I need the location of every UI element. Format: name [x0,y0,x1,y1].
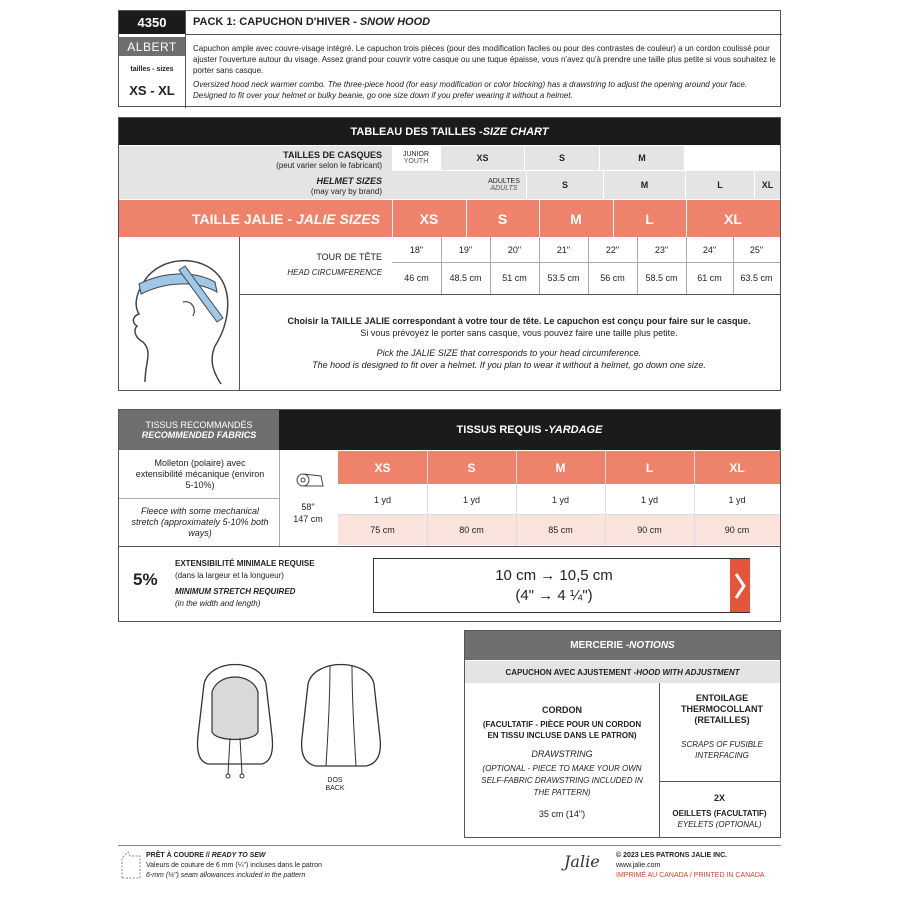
yardage-cm: 90 cm [694,515,780,545]
copyright: © 2023 LES PATRONS JALIE INC. [616,852,728,859]
eyelets-fr: OEILLETS (FACULTATIF) [672,809,767,818]
head-circ-inch: 21" [556,245,571,255]
stretch-imperial: (4" → 4 ¼") [515,587,593,604]
notions-title-en: NOTIONS [629,640,675,651]
yardage-title-en: YARDAGE [548,424,603,436]
adult-size-l: L [686,171,754,199]
sizes-label: tailles - sizes [130,65,174,73]
stretch-arrow [730,559,750,612]
head-circ-cm: 48.5 cm [449,273,482,283]
ready-fr: PRÊT À COUDRE // [146,852,212,859]
adult-size-m: M [604,171,685,199]
head-circ-en: HEAD CIRCUMFERENCE [287,268,382,277]
head-circ-inch: 20" [507,245,522,255]
stretch-label-fr: EXTENSIBILITÉ MINIMALE REQUISE [175,559,315,568]
cord-fr: (FACULTATIF - PIÈCE POUR UN CORDON EN TISSU INCLUSE DANS LE PATRON) [482,720,642,740]
helmet-en-note: (may vary by brand) [310,187,382,196]
header-title [193,16,430,28]
stretch-sub-en: (in the width and length) [175,599,261,608]
jalie-label-fr: TAILLE JALIE - [192,211,296,227]
pattern-piece-icon [120,850,142,880]
head-circ-inch: 24" [702,245,717,255]
yardage-size-header: XL [694,451,780,484]
yardage-yards: 1 yd [728,495,746,505]
yardage-title-fr: TISSUS REQUIS - [456,424,549,436]
head-circ-cm: 46 cm [404,273,429,283]
stretch-sub-fr: (dans la largeur et la longueur) [175,571,284,580]
junior-size-s: S [525,146,599,170]
jalie-size-s: S [497,210,508,227]
title-en: SNOW HOOD [359,16,431,28]
notions-box [464,630,781,838]
cord-en-title: DRAWSTRING [531,749,593,759]
junior-label [392,146,440,170]
head-circ-inch: 19" [458,245,473,255]
header-box [118,10,781,107]
yardage-yards: 1 yd [551,495,569,505]
adult-en: ADULTS [490,185,518,192]
fabrics-desc-fr: Molleton (polaire) avec extensibilité mécanique (environ 5-10%) [135,458,265,490]
jalie-label-en: JALIE SIZES [295,211,380,227]
arrow-right-icon [733,571,747,601]
ready-en: READY TO SEW [211,852,266,859]
chart-note-en-2: The hood is designed to fit over a helmet. If you plan to wear it without a helmet, go down one size. [312,360,706,370]
fabrics-title [119,410,279,450]
back-label-en: BACK [325,785,345,792]
notions-subtitle-en: HOOD WITH ADJUSTMENT [636,667,740,677]
helmet-en: HELMET SIZES [316,176,382,186]
yardage-size-header: XS [338,451,427,484]
head-circ-cm: 63.5 cm [740,273,773,283]
chart-note-fr-2: Si vous prévoyez le porter sans casque, vous pouvez faire une taille plus petite. [360,328,678,338]
pattern-name: ALBERT [119,37,185,56]
yardage-cm: 90 cm [605,515,694,545]
printed-in: IMPRIMÉ AU CANADA / PRINTED IN CANADA [616,872,765,879]
title-fr: PACK 1: CAPUCHON D'HIVER - [193,16,360,28]
yardage-yards: 1 yd [640,495,658,505]
junior-size-m: M [600,146,684,170]
notions-subtitle-fr: CAPUCHON AVEC AJUSTEMENT - [505,667,637,677]
adult-size-s: S [527,171,603,199]
interfacing-en: SCRAPS OF FUSIBLE INTERFACING [681,740,763,760]
yardage-title [279,410,780,450]
head-circ-fr: TOUR DE TÊTE [316,252,382,262]
chart-note-fr-1: Choisir la TAILLE JALIE correspondant à votre tour de tête. Le capuchon est conçu pour faire sur le casque. [287,316,751,326]
cord-length: 35 cm (14") [538,809,586,819]
fabrics-title-fr: TISSUS RECOMMANDÉS [145,420,253,430]
head-circ-cm: 51 cm [502,273,527,283]
head-circ-cm: 58.5 cm [645,273,678,283]
yardage-cm: 85 cm [516,515,605,545]
hood-front-illustration [190,654,280,802]
stretch-label-en: MINIMUM STRETCH REQUIRED [175,587,296,596]
sizes-range: XS - XL [129,82,175,98]
jalie-size-xs: XS [419,210,439,227]
fabric-roll-icon [295,470,325,490]
yardage-size-header: S [427,451,516,484]
notions-title [465,631,780,660]
size-chart-title-fr: TABLEAU DES TAILLES - [350,125,483,138]
head-circ-cm: 61 cm [697,273,722,283]
yardage-yards: 1 yd [373,495,391,505]
head-circ-inch: 23" [654,245,669,255]
seam-fr: Valeurs de couture de 6 mm (¼") incluses dans le patron [146,862,322,869]
junior-size-xs: XS [441,146,524,170]
interfacing-fr: ENTOILAGE THERMOCOLLANT (RETAILLES) [681,693,763,725]
head-measurement-illustration [123,242,235,388]
helmet-fr: TAILLES DE CASQUES [283,150,382,160]
yardage-yards: 1 yd [462,495,480,505]
seam-en: 6-mm (¼") seam allowances included in the pattern [146,872,306,879]
ready-to-sew [146,852,266,859]
head-circ-inch: 18" [409,245,424,255]
yardage-size-header: L [605,451,694,484]
size-chart-title [119,118,780,145]
pattern-number: 4350 [119,11,185,34]
adult-label [479,173,529,197]
yardage-size-header: M [516,451,605,484]
junior-fr: JUNIOR [402,151,430,158]
jalie-size-xl: XL [724,210,742,227]
website: www.jalie.com [616,862,661,869]
eyelets-qty: 2X [713,793,725,803]
fabrics-title-en: RECOMMENDED FABRICS [141,430,257,440]
yardage-cm: 80 cm [427,515,516,545]
notions-subtitle [465,661,780,683]
stretch-metric: 10 cm → 10,5 cm [495,567,613,584]
stretch-gauge [373,558,750,613]
size-chart-title-en: SIZE CHART [482,125,549,138]
size-chart [118,117,781,391]
fabric-width-cm: 147 cm [293,514,323,524]
head-circ-cm: 56 cm [600,273,625,283]
jalie-size-l: L [645,210,654,227]
head-circ-cm: 53.5 cm [547,273,580,283]
yardage-cm: 75 cm [338,515,427,545]
chart-note-en-1: Pick the JALIE SIZE that corresponds to your head circumference. [376,348,642,358]
fabrics-desc-en: Fleece with some mechanical stretch (approximately 5-10% both ways) [131,506,269,538]
eyelets-en: EYELETS (OPTIONAL) [677,820,762,829]
jalie-size-m: M [570,210,582,227]
adult-size-xl: XL [755,171,780,199]
helmet-fr-note: (peut varier selon le fabricant) [276,161,382,170]
description-fr: Capuchon ample avec couvre-visage intégré. Le capuchon trois pièces (pour des modification faciles ou pour des contrastes de couleur) a un cordon coulissé pour ajuster l'ouverture autour du visage. Assez grand pour couvrir votre casque ou une tuque épaisse, vous n'avez qu'à prendre une taille plus petite si vous souhaitez le porter sans casque. [193,44,776,75]
stretch-percent: 5% [133,570,158,589]
description-en: Oversized hood neck warmer combo. The three-piece hood (for easy modification or color blocking) has a drawstring to adjust the opening around your face. Designed to fit over your helmet or bulky beanie, go one size down if you prefer wearing it without a helmet. [193,80,748,100]
fabric-section [118,409,781,622]
back-label-fr: DOS [327,777,343,784]
jalie-size-label [192,211,380,227]
adult-fr: ADULTES [488,178,520,185]
head-circ-inch: 22" [605,245,620,255]
cord-title: CORDON [542,705,582,715]
cord-en: (OPTIONAL - PIECE TO MAKE YOUR OWN SELF-FABRIC DRAWSTRING INCLUDED IN THE PATTERN) [481,764,643,797]
head-circ-inch: 25" [749,245,764,255]
fabric-width-in: 58" [301,502,315,512]
junior-en: YOUTH [403,158,429,165]
jalie-logo: Jalie [564,852,600,871]
notions-title-fr: MERCERIE - [570,640,630,651]
hood-back-illustration [296,654,386,774]
